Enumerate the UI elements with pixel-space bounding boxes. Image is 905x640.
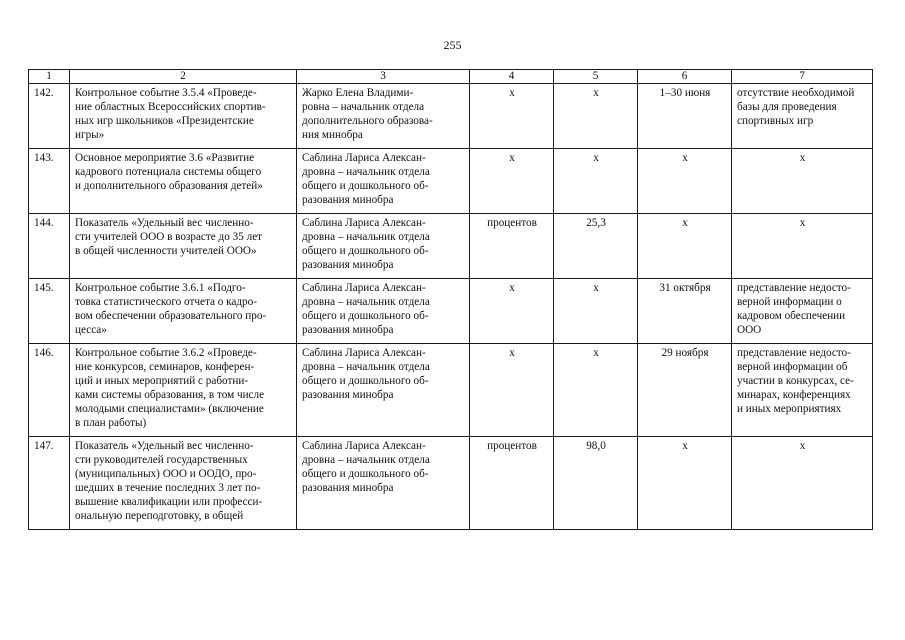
responsible-person: Жарко Елена Владими- ровна – начальник отдела дополнительного образова- ния минобра [297, 84, 470, 149]
event-name: Контрольное событие 3.5.4 «Проведе- ние областных Всероссийских спортив- ных игр школьников «Президентские игры» [70, 84, 297, 149]
value-cell: х [554, 279, 638, 344]
column-header-3: 3 [297, 70, 470, 84]
unit-cell: х [470, 344, 554, 437]
table-row [29, 279, 873, 344]
column-header-5: 5 [554, 70, 638, 84]
responsible-person: Саблина Лариса Алексан- дровна – начальник отдела общего и дошкольного об- разования минобра [297, 149, 470, 214]
plan-table [28, 69, 873, 530]
table-row [29, 437, 873, 530]
value-cell: 25,3 [554, 214, 638, 279]
value-cell: х [554, 149, 638, 214]
unit-cell: процентов [470, 437, 554, 530]
table-row [29, 214, 873, 279]
row-number: 146. [29, 344, 70, 437]
risk-cell: представление недосто- верной информации об участии в конкурсах, се- минарах, конференциях и иных мероприятиях [732, 344, 873, 437]
table-row [29, 149, 873, 214]
page-number: 255 [443, 38, 462, 52]
row-number: 144. [29, 214, 70, 279]
value-cell: 98,0 [554, 437, 638, 530]
risk-cell: х [732, 437, 873, 530]
date-cell: х [638, 149, 732, 214]
event-name: Контрольное событие 3.6.1 «Подго- товка статистического отчета о кадро- вом обеспечении образовательного про- цесса» [70, 279, 297, 344]
unit-cell: процентов [470, 214, 554, 279]
event-name: Контрольное событие 3.6.2 «Проведе- ние конкурсов, семинаров, конферен- ций и иных мероприятий с работни- ками системы образования, в том числе молодыми специалистами» (включение в план работы) [70, 344, 297, 437]
table-row [29, 84, 873, 149]
risk-cell: х [732, 149, 873, 214]
risk-cell: представление недосто- верной информации о кадровом обеспечении ООО [732, 279, 873, 344]
risk-cell: отсутствие необходимой базы для проведения спортивных игр [732, 84, 873, 149]
column-header-7: 7 [732, 70, 873, 84]
responsible-person: Саблина Лариса Алексан- дровна – начальник отдела общего и дошкольного об- разования минобра [297, 437, 470, 530]
row-number: 145. [29, 279, 70, 344]
date-cell: 29 ноября [638, 344, 732, 437]
unit-cell: х [470, 149, 554, 214]
value-cell: х [554, 84, 638, 149]
column-header-6: 6 [638, 70, 732, 84]
row-number: 147. [29, 437, 70, 530]
event-name: Показатель «Удельный вес численно- сти учителей ООО в возрасте до 35 лет в общей численности учителей ООО» [70, 214, 297, 279]
value-cell: х [554, 344, 638, 437]
row-number: 142. [29, 84, 70, 149]
responsible-person: Саблина Лариса Алексан- дровна – начальник отдела общего и дошкольного об- разования минобра [297, 214, 470, 279]
risk-cell: х [732, 214, 873, 279]
event-name: Показатель «Удельный вес численно- сти руководителей государственных (муниципальных) ООО и ООДО, про- шедших в течение последних 3 лет по- вышение квалификации или професси- ональную переподготовку, в общей [70, 437, 297, 530]
unit-cell: х [470, 279, 554, 344]
column-header-2: 2 [70, 70, 297, 84]
unit-cell: х [470, 84, 554, 149]
date-cell: 1–30 июня [638, 84, 732, 149]
date-cell: 31 октября [638, 279, 732, 344]
date-cell: х [638, 437, 732, 530]
table-row [29, 344, 873, 437]
header-row [29, 70, 873, 84]
date-cell: х [638, 214, 732, 279]
row-number: 143. [29, 149, 70, 214]
column-header-1: 1 [29, 70, 70, 84]
responsible-person: Саблина Лариса Алексан- дровна – начальник отдела общего и дошкольного об- разования минобра [297, 279, 470, 344]
responsible-person: Саблина Лариса Алексан- дровна – начальник отдела общего и дошкольного об- разования минобра [297, 344, 470, 437]
event-name: Основное мероприятие 3.6 «Развитие кадрового потенциала системы общего и дополнительного образования детей» [70, 149, 297, 214]
column-header-4: 4 [470, 70, 554, 84]
